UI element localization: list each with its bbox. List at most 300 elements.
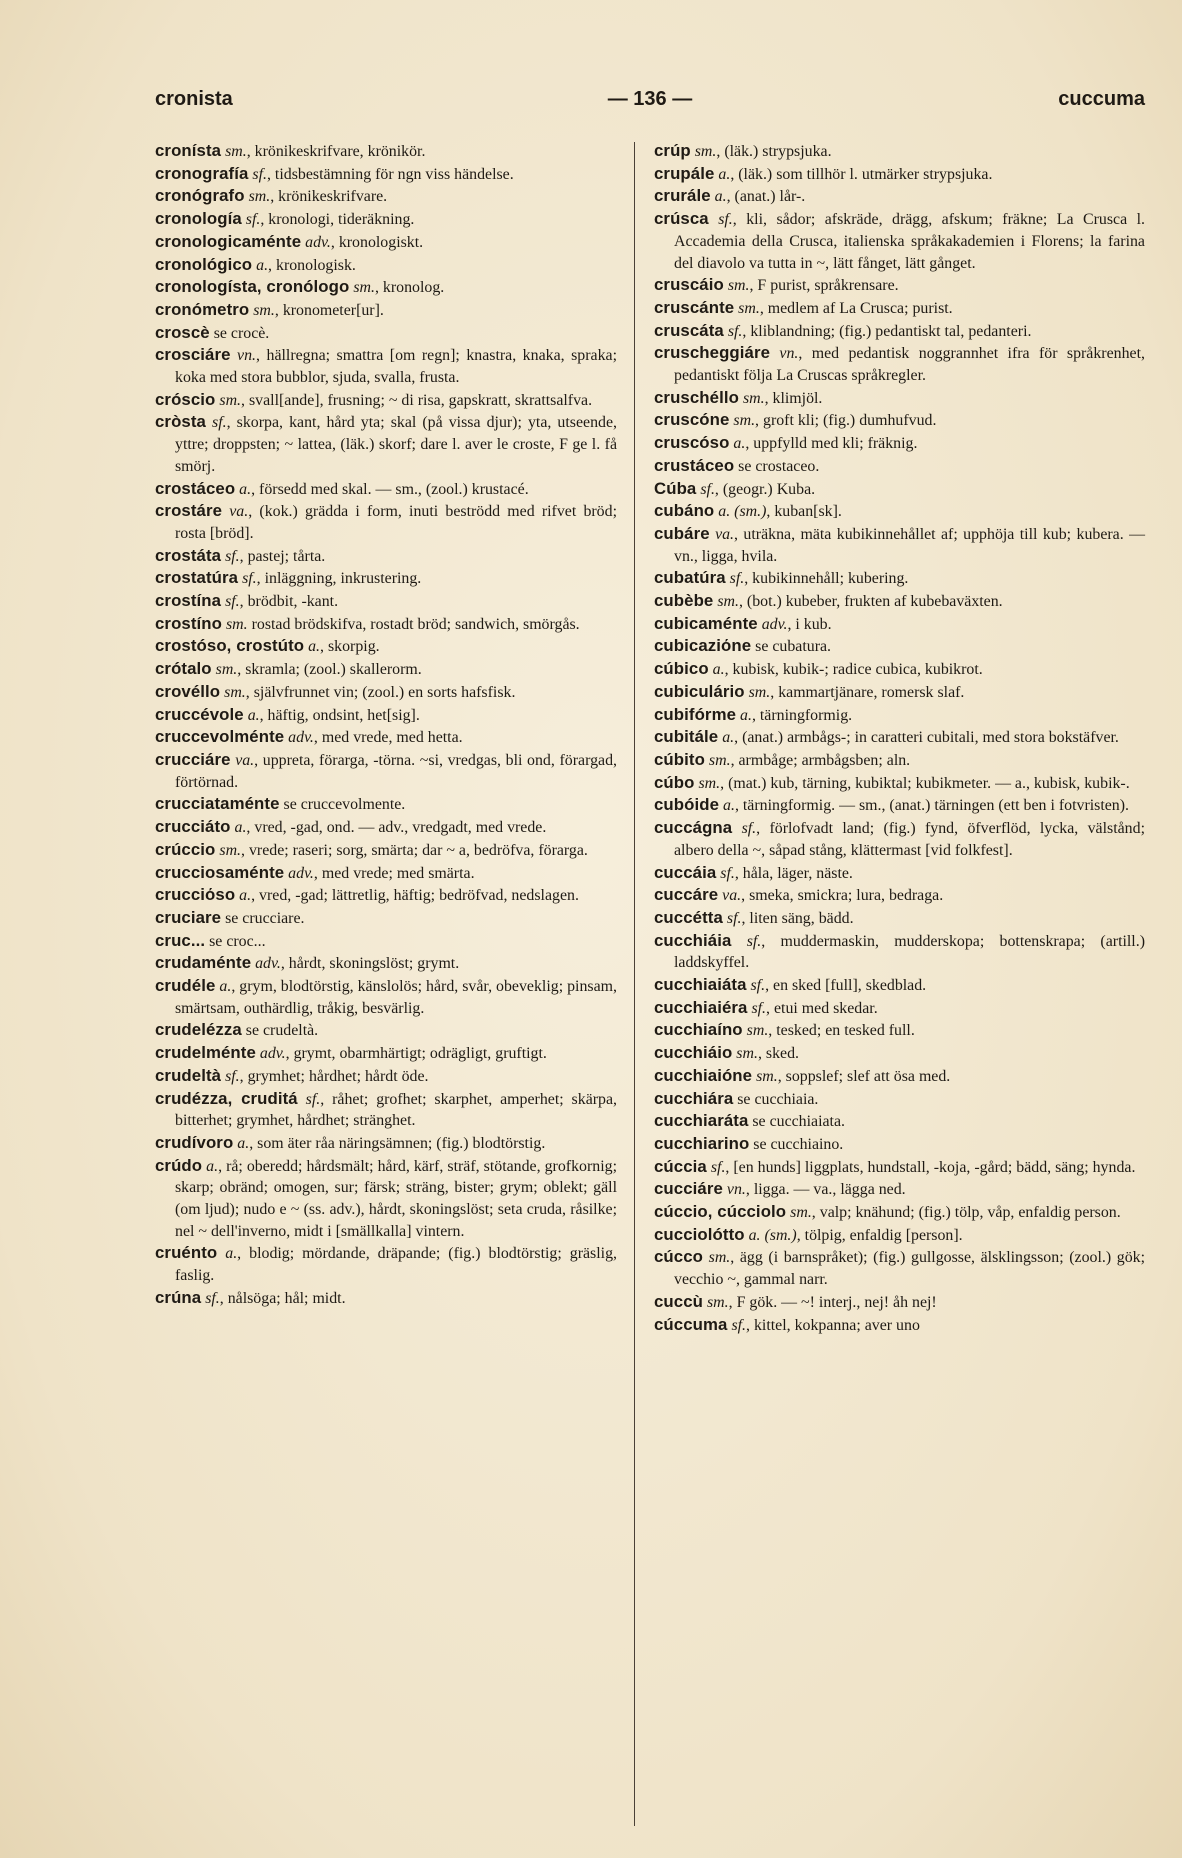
entry-headword: crostáre: [155, 501, 223, 521]
entry-grammar: a.: [239, 480, 252, 498]
entry-headword: cubatúra: [654, 568, 726, 588]
dictionary-entry: [155, 545, 617, 568]
dictionary-entry: [654, 749, 1145, 772]
entry-grammar: a.: [225, 1245, 238, 1263]
entry-definition: , valp; knähund; (fig.) tölp, våp, enfaldig person.: [811, 1204, 1121, 1222]
entry-definition: , hårdt, skoningslöst; grymt.: [280, 955, 460, 973]
dictionary-entry: [654, 320, 1145, 343]
entry-headword: crostáceo: [155, 478, 236, 498]
entry-grammar: va.: [235, 751, 255, 769]
dictionary-entry: [155, 389, 617, 412]
entry-headword: cruccevolménte: [155, 727, 285, 747]
entry-definition: , grym, blodtörstig, känslolös; hård, svår, obeveklig; pinsam, smärtsam, outhärdlig, tråkig, besvärlig.: [175, 978, 617, 1017]
entry-headword: cruénto: [155, 1243, 218, 1263]
dictionary-entry: [155, 1042, 617, 1065]
entry-headword: cúccuma: [654, 1314, 728, 1334]
dictionary-entry: [155, 344, 617, 388]
entry-definition: , råhet; grofhet; skarphet, amperhet; skärpa, bitterhet; grymhet, hårdhet; stränghet.: [175, 1090, 618, 1130]
dictionary-entry: [654, 1019, 1145, 1042]
entry-definition: se cucchiaino.: [749, 1135, 844, 1153]
entry-grammar: sf.: [212, 414, 227, 432]
entry-grammar: sm.: [708, 1249, 731, 1267]
entry-grammar: a.: [733, 435, 746, 453]
dictionary-entry: [155, 185, 617, 208]
dictionary-entry: [155, 749, 617, 793]
entry-headword: cronologicaménte: [155, 231, 302, 251]
entry-definition: , ligga. — va., lägga ned.: [745, 1181, 906, 1199]
entry-definition: se cruccevolmente.: [279, 796, 406, 814]
dictionary-entry: [654, 704, 1145, 727]
entry-grammar: sf.: [718, 211, 733, 229]
entry-grammar: sm.: [756, 1067, 778, 1085]
entry-definition: , (geogr.) Kuba.: [714, 480, 816, 498]
entry-headword: cronómetro: [155, 299, 250, 319]
entry-definition: , som äter råa näringsämnen; (fig.) blodtörstig.: [249, 1134, 546, 1152]
entry-definition: , hällregna; smattra [om regn]; knastra, knaka, spraka; koka med stora bubblor, sjuda, svalla, frusta.: [175, 347, 617, 387]
dictionary-entry: [654, 997, 1145, 1020]
entry-headword: cuccáia: [654, 862, 717, 882]
dictionary-entry: [155, 208, 617, 231]
dictionary-entry: [654, 274, 1145, 297]
entry-definition: se crucciare.: [221, 909, 305, 927]
entry-headword: crudézza, cruditá: [155, 1088, 298, 1108]
entry-headword: crudelézza: [155, 1020, 242, 1040]
dictionary-entry: [155, 816, 617, 839]
entry-definition: , F gök. — ~! interj., nej! åh nej!: [728, 1293, 937, 1311]
entry-headword: cruscáio: [654, 275, 724, 295]
entry-definition: , förlofvadt land; (fig.) fynd, öfverflöd, lycka, välstånd; albero della ~, såpad stång, klättermast [vid folkfest].: [674, 820, 1145, 859]
entry-grammar: sm.: [353, 279, 375, 297]
entry-definition: , tölpig, enfaldig [person].: [796, 1226, 963, 1244]
entry-headword: crucciataménte: [155, 794, 280, 814]
entry-grammar: a.: [308, 638, 321, 656]
dictionary-entry: [155, 907, 617, 930]
entry-grammar: sm.: [694, 143, 717, 160]
entry-definition: , klimjöl.: [764, 389, 823, 407]
dictionary-entry: [654, 1291, 1145, 1314]
entry-headword: cubicaziόne: [654, 636, 752, 656]
entry-grammar: sf.: [242, 570, 257, 588]
entry-grammar: a.: [712, 661, 725, 679]
entry-definition: , häftig, ondsint, het[sig].: [259, 706, 420, 724]
entry-headword: crostáta: [155, 545, 222, 565]
entry-definition: , skorpig.: [320, 638, 380, 656]
entry-headword: cruscóne: [654, 410, 730, 430]
entry-grammar: vn.: [726, 1181, 746, 1199]
dictionary-entry: [654, 1246, 1145, 1290]
entry-headword: crostíno: [155, 613, 222, 633]
entry-definition: , kubisk, kubik-; radice cubica, kubikrot.: [724, 661, 983, 679]
page-header: [155, 88, 1145, 124]
entry-grammar: sf.: [225, 1067, 240, 1085]
page-number: — 136 —: [607, 88, 693, 110]
entry-definition: , krönikeskrifvare, krönikör.: [246, 143, 426, 160]
entry-headword: cuccágna: [654, 818, 733, 838]
entry-grammar: sf.: [252, 165, 267, 183]
entry-definition: , tidsbestämning för ngn viss händelse.: [266, 165, 514, 183]
entry-definition: , skorpa, kant, hård yta; skal (på vissa djur); yta, utseende, yttre; droppsten; ~ lattea, (läk.) skorf; dare l. aver le croste, F ge l. få smörj.: [175, 414, 617, 475]
entry-grammar: va.: [722, 887, 742, 905]
entry-definition: , smeka, smickra; lura, bedraga.: [741, 887, 944, 905]
entry-headword: cucchiára: [654, 1088, 734, 1108]
entry-grammar: sf.: [205, 1289, 220, 1307]
entry-definition: , uppfylld med kli; fräknig.: [745, 435, 918, 453]
entry-grammar: sm.: [746, 1022, 769, 1040]
entry-definition: , ägg (i barnspråket); (fig.) gullgosse, älsklingsson; (zool.) gök; vecchio ~, gammal narr.: [674, 1249, 1145, 1289]
entry-definition: , muddermaskin, mudderskopa; bottenskrapa; (artill.) laddskyffel.: [674, 932, 1145, 972]
entry-headword: cucchiaíno: [654, 1020, 743, 1040]
entry-headword: cruscáta: [654, 320, 724, 340]
entry-headword: cronógrafo: [155, 186, 245, 206]
entry-headword: cronológico: [155, 254, 253, 274]
dictionary-entry: [654, 590, 1145, 613]
entry-headword: cucciáre: [654, 1179, 723, 1199]
dictionary-entry: [654, 455, 1145, 478]
entry-grammar: sm.: [248, 188, 271, 206]
dictionary-entry: [654, 1224, 1145, 1247]
entry-definition: , kronolog.: [374, 279, 445, 297]
dictionary-entry: [654, 432, 1145, 455]
entry-grammar: a.: [740, 706, 752, 724]
dictionary-entry: [155, 975, 617, 1019]
entry-headword: crostatúra: [155, 568, 239, 588]
entry-definition: , nålsöga; hål; midt.: [219, 1289, 346, 1307]
entry-definition: , med vrede, med hetta.: [313, 729, 463, 747]
entry-definition: , en sked [full], skedblad.: [765, 977, 927, 995]
dictionary-entry: [654, 1133, 1145, 1156]
entry-grammar: va.: [715, 525, 735, 543]
entry-headword: crúdo: [155, 1155, 203, 1175]
entry-grammar: sf.: [700, 480, 715, 498]
entry-definition: , vred, -gad; lättretlig, häftig; bedröfvad, nedslagen.: [251, 887, 579, 905]
entry-grammar: sf.: [225, 593, 240, 611]
entry-headword: cuccáre: [654, 885, 719, 905]
entry-grammar: sf.: [726, 909, 742, 927]
entry-definition: , kuban[sk].: [766, 503, 842, 521]
entry-headword: cuccù: [654, 1291, 704, 1311]
dictionary-entry: [155, 1132, 617, 1155]
entry-grammar: sf.: [305, 1090, 321, 1108]
entry-definition: , sked.: [757, 1045, 799, 1063]
entry-definition: , krönikeskrifvare.: [270, 188, 388, 206]
entry-grammar: sm.: [736, 1045, 758, 1063]
entry-grammar: sf.: [729, 570, 745, 588]
dictionary-entry: [155, 1155, 617, 1243]
entry-headword: crúccio: [155, 839, 216, 859]
entry-definition: , med vrede; med smärta.: [313, 864, 475, 882]
entry-definition: , (läk.) strypsjuka.: [716, 143, 832, 160]
dictionary-entry: [654, 1178, 1145, 1201]
entry-headword: cruciare: [155, 907, 222, 927]
column-divider: [634, 142, 635, 1826]
entry-definition: , (kok.) grädda i form, inuti beströdd med rifvet bröd; rosta [bröd].: [175, 503, 617, 542]
entry-headword: cucchiarino: [654, 1133, 750, 1153]
entry-headword: crustáceo: [654, 455, 735, 475]
dictionary-entry: [654, 794, 1145, 817]
dictionary-entry: [654, 862, 1145, 885]
entry-grammar: sm.: [219, 841, 242, 859]
entry-definition: , svall[ande], frusning; ~ di risa, gapskratt, skrattsalfva.: [241, 391, 593, 409]
entry-definition: , armbåge; armbågsben; aln.: [730, 751, 911, 769]
dictionary-entry: [654, 907, 1145, 930]
entry-grammar: sf.: [731, 1316, 747, 1334]
entry-grammar: sm.: [717, 593, 739, 611]
entry-headword: cucchiaráta: [654, 1111, 749, 1131]
entry-grammar: sm.: [225, 615, 248, 633]
entry-grammar: a.: [722, 729, 735, 747]
entry-grammar: sf.: [225, 547, 240, 565]
entry-grammar: sf.: [710, 1158, 726, 1176]
dictionary-entry: [654, 523, 1145, 567]
entry-headword: crucciόso: [155, 885, 236, 905]
entry-definition: , uppreta, förarga, -törna. ~si, vredgas, bli ond, förargad, förtörnad.: [175, 751, 617, 791]
entry-headword: cúccia: [654, 1156, 707, 1176]
entry-headword: crúna: [155, 1287, 202, 1307]
dictionary-entry: [155, 793, 617, 816]
dictionary-entry: [654, 567, 1145, 590]
dictionary-entry: [654, 974, 1145, 997]
dictionary-entry: [155, 635, 617, 658]
entry-headword: cruccévole: [155, 704, 244, 724]
entry-definition: , håla, läger, näste.: [734, 864, 853, 882]
entry-headword: crudéle: [155, 976, 216, 996]
entry-definition: , kli, sådor; afskräde, drägg, afskum; fräkne; La Crusca l. Accademia della Crusca, italienska språkakademien i Florens; la farina del diavolo va tutta in ~, lätt fånget, lätt gånget.: [674, 211, 1145, 272]
dictionary-entry: [155, 930, 617, 953]
entry-headword: cuccétta: [654, 907, 723, 927]
entry-headword: cúbito: [654, 749, 705, 769]
dictionary-entry: [155, 231, 617, 254]
entry-definition: , pastej; tårta.: [239, 547, 326, 565]
dictionary-entry: [155, 952, 617, 975]
entry-headword: cubifórme: [654, 704, 737, 724]
entry-grammar: sm.: [738, 299, 760, 317]
entry-grammar: a.: [234, 819, 247, 837]
entry-headword: cruschéllo: [654, 387, 739, 407]
entry-grammar: adv.: [761, 615, 788, 633]
dictionary-entry: [155, 140, 617, 163]
dictionary-entry: [155, 590, 617, 613]
entry-definition: , kammartjänare, romersk slaf.: [770, 683, 965, 701]
dictionary-entry: [155, 411, 617, 477]
entry-grammar: a.: [219, 978, 232, 996]
dictionary-entry: [155, 1287, 617, 1310]
entry-definition: , (anat.) lår-.: [726, 188, 806, 206]
entry-grammar: va.: [229, 503, 249, 521]
entry-definition: , (läk.) som tillhör l. utmärker strypsjuka.: [730, 165, 993, 183]
entry-headword: cucchiáia: [654, 930, 732, 950]
entry-definition: , (bot.) kubeber, frukten af kubebaväxten.: [738, 593, 1003, 611]
entry-grammar: sf.: [746, 932, 762, 950]
entry-definition: , [en hunds] liggplats, hundstall, -koja, -gård; bädd, säng; hynda.: [725, 1158, 1136, 1176]
entry-definition: , medlem af La Crusca; purist.: [759, 299, 953, 317]
entry-grammar: vn.: [779, 345, 799, 363]
entry-definition: se croc...: [205, 932, 266, 950]
dictionary-entry: [654, 658, 1145, 681]
header-last-word: cuccuma: [1058, 88, 1145, 110]
entry-headword: cucchiaióne: [654, 1065, 753, 1085]
dictionary-entry: [654, 681, 1145, 704]
entry-definition: , soppslef; slef att ösa med.: [777, 1067, 951, 1085]
dictionary-entry: [155, 322, 617, 345]
entry-definition: se crostaceo.: [734, 457, 820, 475]
entry-headword: crucciáto: [155, 817, 231, 837]
dictionary-entry: [654, 500, 1145, 523]
dictionary-entry: [155, 658, 617, 681]
dictionary-entry: [654, 185, 1145, 208]
dictionary-entry: [155, 1088, 617, 1132]
entry-definition: , kronologiskt.: [330, 233, 424, 251]
entry-headword: cucchiáio: [654, 1043, 733, 1063]
dictionary-entry: [155, 1065, 617, 1088]
entry-headword: cubicaménte: [654, 613, 758, 633]
dictionary-entry: [155, 254, 617, 277]
entry-definition: se crudeltà.: [241, 1022, 319, 1040]
entry-definition: , kronologisk.: [268, 256, 356, 274]
dictionary-entry: [155, 613, 617, 636]
entry-definition: , uträkna, mäta kubikinnehållet af; upphöja till kub; kubera. — vn., ligga, hvila.: [674, 525, 1145, 565]
entry-definition: , grymhet; hårdhet; hårdt öde.: [239, 1067, 429, 1085]
entry-grammar: sm.: [253, 301, 275, 319]
dictionary-entry: [654, 163, 1145, 186]
entry-grammar: adv.: [305, 233, 331, 251]
entry-grammar: sf.: [751, 999, 767, 1017]
entry-grammar: sm.: [219, 391, 242, 409]
entry-headword: cruc...: [155, 930, 206, 950]
entry-headword: crucciáre: [155, 749, 231, 769]
entry-headword: cúbico: [654, 659, 709, 679]
entry-grammar: sm.: [790, 1204, 812, 1222]
entry-grammar: adv.: [288, 864, 314, 882]
entry-headword: crostóso, crostúto: [155, 636, 305, 656]
entry-headword: crurále: [654, 186, 711, 206]
dictionary-entry: [155, 478, 617, 501]
dictionary-entry: [654, 1042, 1145, 1065]
entry-headword: cronología: [155, 209, 242, 229]
entry-grammar: sm.: [727, 277, 750, 295]
dictionary-entry: [155, 276, 617, 299]
entry-definition: , grymt, obarmhärtigt; odrägligt, gruftigt.: [285, 1045, 547, 1063]
entry-grammar: a.: [718, 165, 731, 183]
dictionary-entry: [654, 140, 1145, 163]
entry-headword: crótalo: [155, 659, 212, 679]
entry-definition: rostad brödskifva, rostadt bröd; sandwich, smörgås.: [247, 615, 580, 633]
entry-definition: se cucchiaiata.: [748, 1113, 845, 1131]
entry-grammar: a.: [239, 887, 252, 905]
entry-headword: cronologísta, cronólogo: [155, 277, 350, 297]
entry-grammar: a.: [256, 256, 269, 274]
dictionary-entry: [155, 500, 617, 544]
entry-headword: crúp: [654, 141, 691, 160]
entry-grammar: a.: [723, 797, 735, 815]
entry-definition: , vred, -gad, ond. — adv., vredgadt, med vrede.: [246, 819, 547, 837]
entry-headword: croscè: [155, 322, 210, 342]
entry-headword: crovéllo: [155, 681, 221, 701]
dictionary-entry: [654, 478, 1145, 501]
dictionary-entry: [654, 1201, 1145, 1224]
dictionary-entry: [654, 930, 1145, 974]
dictionary-entry: [654, 1065, 1145, 1088]
entry-grammar: a. (sm.): [718, 503, 767, 521]
entry-grammar: sm.: [748, 683, 771, 701]
dictionary-entry: [654, 1314, 1145, 1337]
entry-headword: crudaménte: [155, 953, 252, 973]
entry-headword: crupále: [654, 163, 715, 183]
dictionary-entry: [654, 772, 1145, 795]
entry-definition: , tärningformig. — sm., (anat.) tärningen (ett ben i fotvristen).: [734, 797, 1130, 815]
entry-headword: cucchiaiáta: [654, 975, 747, 995]
entry-headword: cruscheggiáre: [654, 343, 771, 363]
entry-definition: se crocè.: [209, 324, 270, 342]
dictionary-entry: [155, 862, 617, 885]
dictionary-entry: [654, 726, 1145, 749]
entry-grammar: vn.: [237, 347, 257, 365]
entry-grammar: sm.: [707, 1293, 729, 1311]
entry-definition: , (mat.) kub, tärning, kubiktal; kubikmeter. — a., kubisk, kubik-.: [720, 774, 1130, 792]
dictionary-entry: [654, 297, 1145, 320]
entry-grammar: sm.: [708, 751, 731, 769]
entry-headword: cronografía: [155, 163, 249, 183]
entry-definition: , kubikinnehåll; kubering.: [744, 570, 909, 588]
entry-headword: cúccio, cúcciolo: [654, 1202, 787, 1222]
dictionary-entry: [155, 567, 617, 590]
entry-grammar: sf.: [720, 864, 735, 882]
entry-grammar: sf.: [750, 977, 766, 995]
entry-grammar: a.: [206, 1157, 219, 1175]
dictionary-entry: [654, 1110, 1145, 1133]
entry-headword: cróscio: [155, 389, 216, 409]
dictionary-entry: [155, 726, 617, 749]
dictionary-entry: [654, 613, 1145, 636]
entry-headword: cucchiaiéra: [654, 997, 748, 1017]
dictionary-entry: [654, 409, 1145, 432]
entry-grammar: sm.: [225, 143, 247, 160]
entry-headword: cruscánte: [654, 297, 735, 317]
right-column: [654, 140, 1145, 1840]
entry-definition: , groft kli; (fig.) dumhufvud.: [755, 412, 937, 430]
dictionary-entry: [155, 704, 617, 727]
entry-grammar: sm.: [224, 683, 246, 701]
left-column: [155, 140, 617, 1840]
entry-definition: , kittel, kokpanna; aver uno: [746, 1316, 920, 1334]
entry-grammar: a. (sm.): [748, 1226, 797, 1244]
entry-headword: cubiculário: [654, 681, 745, 701]
entry-definition: , kronologi, tideräkning.: [260, 211, 415, 229]
entry-grammar: adv.: [288, 729, 314, 747]
entry-definition: , inläggning, inkrustering.: [256, 570, 422, 588]
entry-headword: crosciáre: [155, 345, 231, 365]
dictionary-entry: [654, 884, 1145, 907]
entry-definition: , tesked; en tesked full.: [768, 1022, 915, 1040]
entry-headword: Cúba: [654, 478, 697, 498]
entry-headword: crudelménte: [155, 1043, 256, 1063]
entry-definition: , kronometer[ur].: [274, 301, 384, 319]
dictionary-entry: [155, 839, 617, 862]
dictionary-entry: [155, 163, 617, 186]
dictionary-entry: [654, 387, 1145, 410]
entry-definition: , kliblandning; (fig.) pedantiskt tal, pedanteri.: [742, 322, 1032, 340]
entry-headword: cubèbe: [654, 591, 714, 611]
dictionary-entry: [654, 1088, 1145, 1111]
entry-definition: , brödbit, -kant.: [239, 593, 339, 611]
dictionary-entry: [155, 299, 617, 322]
entry-definition: , vrede; raseri; sorg, smärta; dar ~ a, bedröfva, förarga.: [241, 841, 588, 859]
dictionary-entry: [155, 1242, 617, 1286]
entry-headword: cronísta: [155, 141, 222, 160]
entry-grammar: sm.: [742, 389, 765, 407]
entry-headword: cúcco: [654, 1247, 704, 1267]
entry-definition: , med pedantisk noggrannhet ifra för språkrenhet, pedantiskt följa La Cruscas språkregler.: [674, 345, 1145, 385]
entry-grammar: adv.: [259, 1045, 286, 1063]
